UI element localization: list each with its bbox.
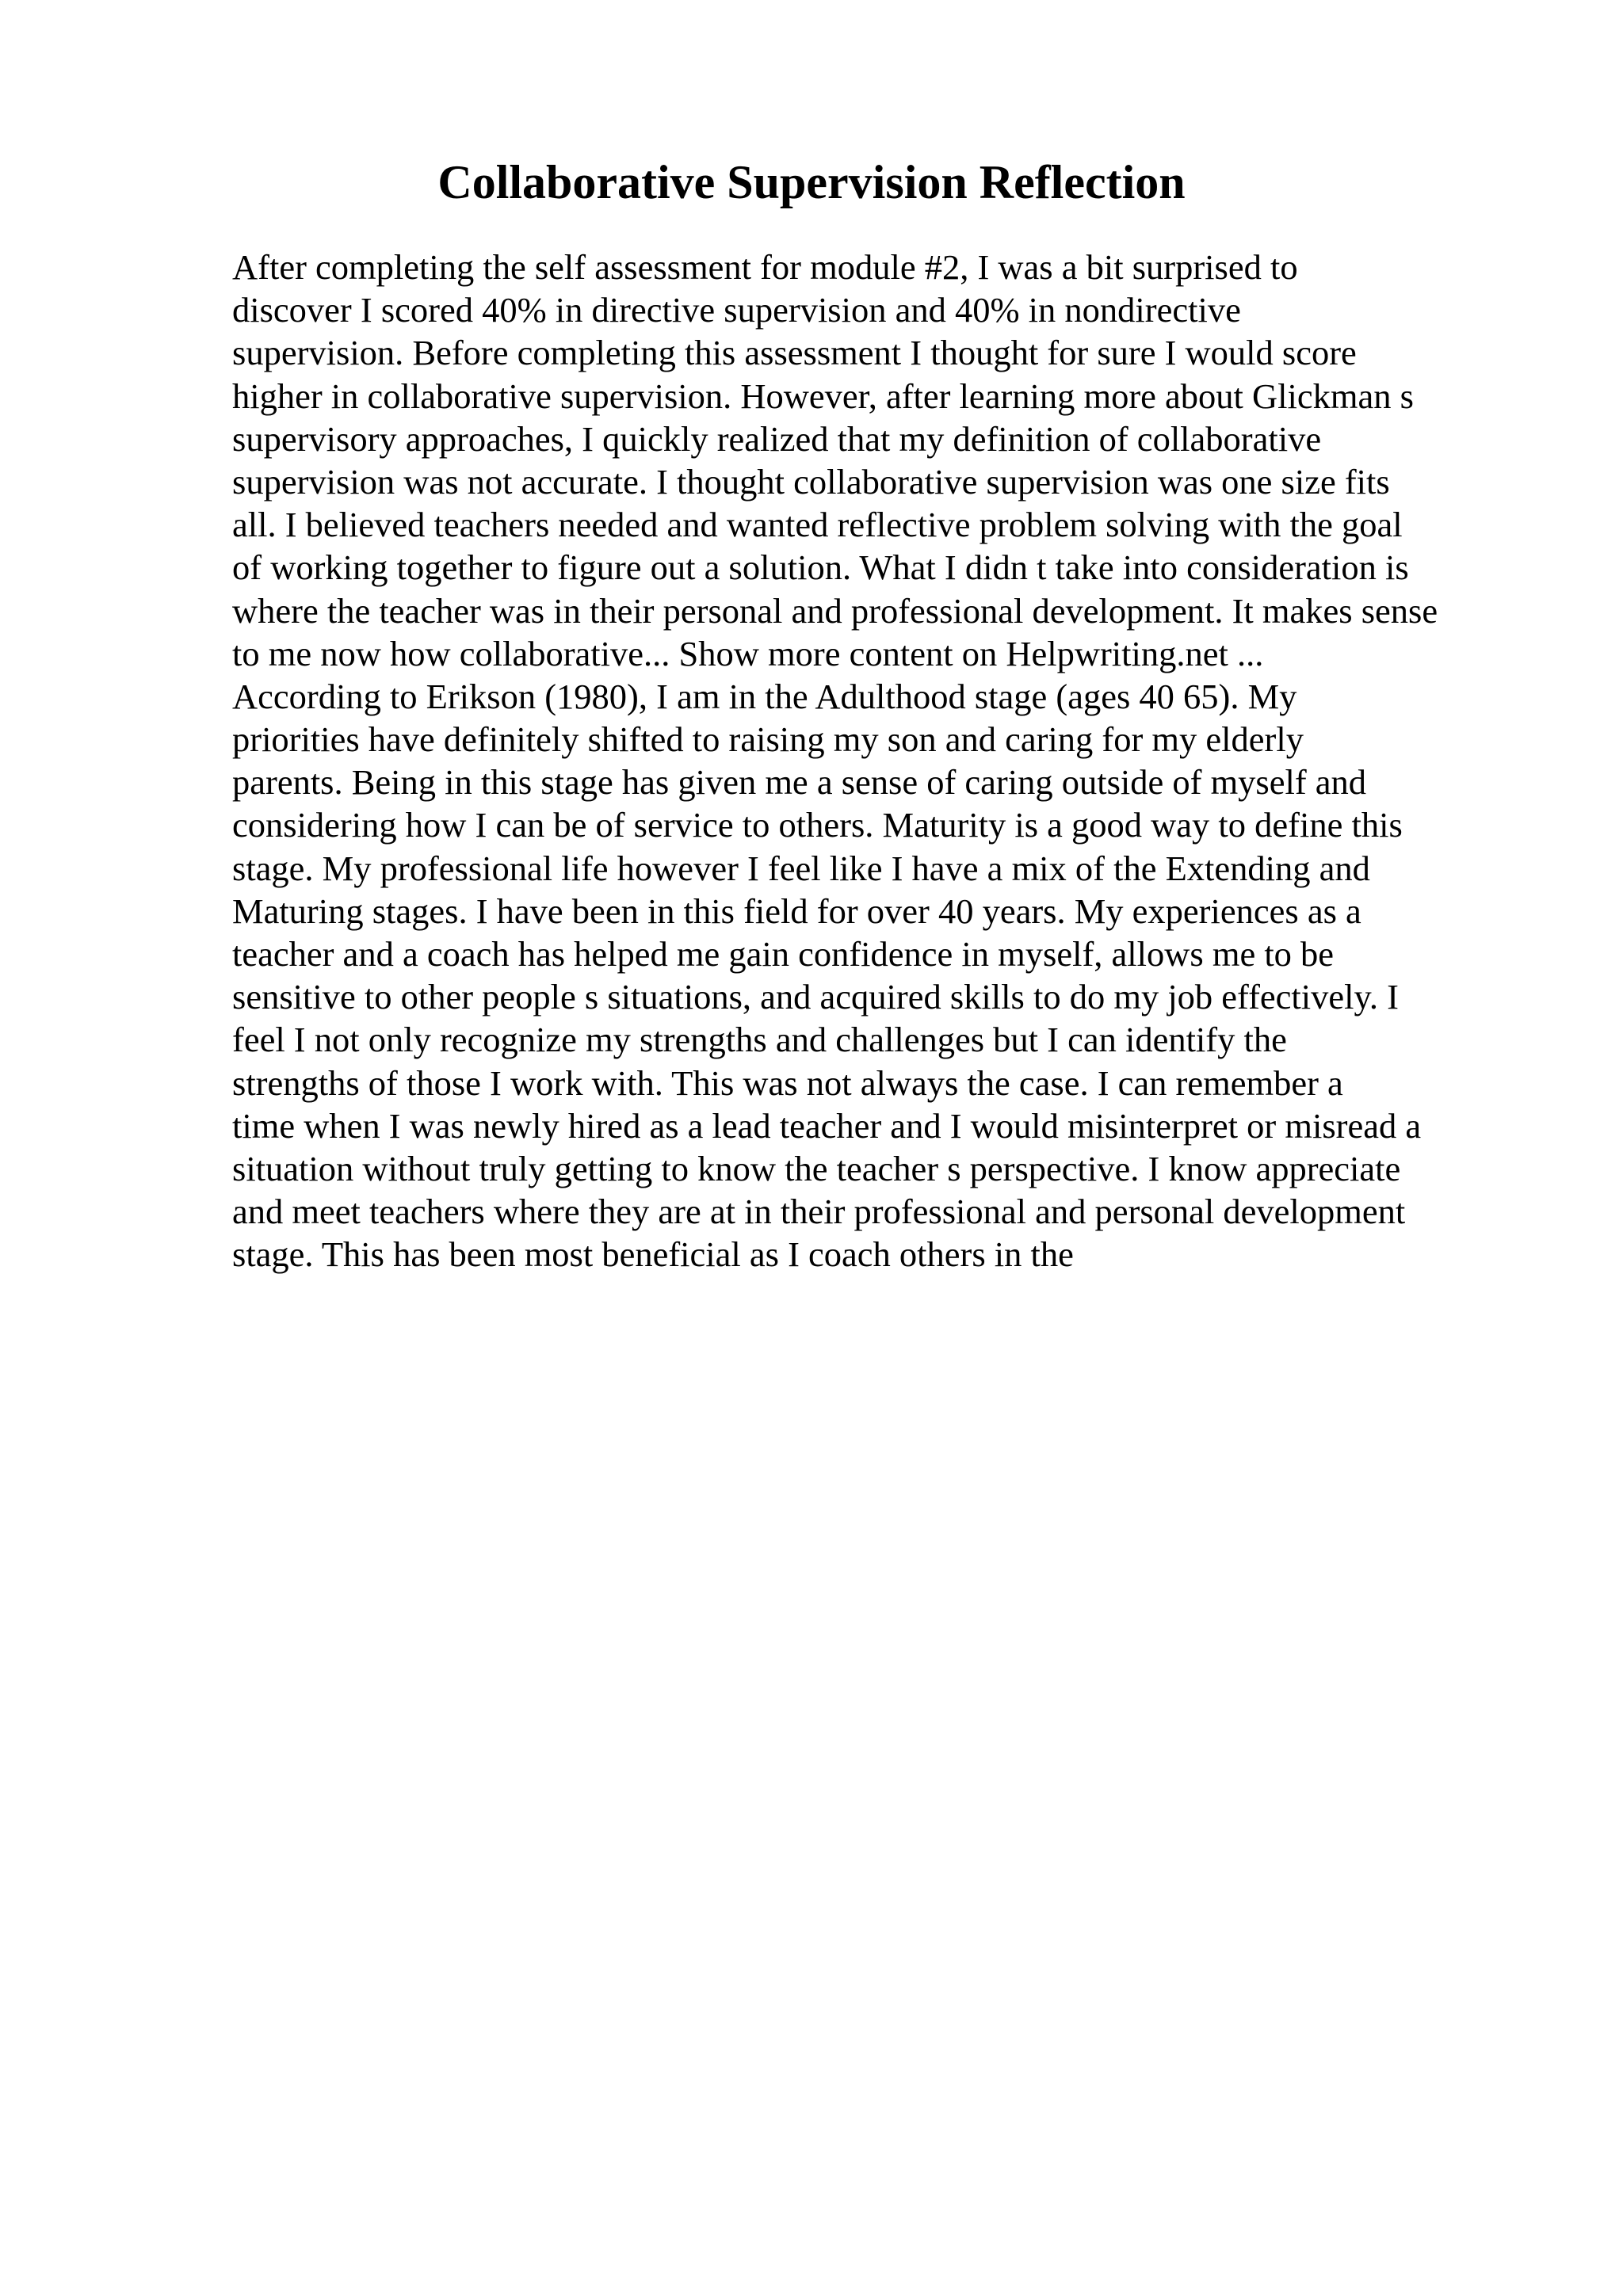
body-line: and meet teachers where they are at in their professional and personal development: [232, 1192, 1406, 1232]
body-line: where the teacher was in their personal and professional development. It makes sense: [232, 590, 1438, 631]
document-title: Collaborative Supervision Reflection: [437, 156, 1186, 208]
body-line: higher in collaborative supervision. However, after learning more about Glickman s: [232, 376, 1414, 416]
body-line: of working together to figure out a solution. What I didn t take into consideration is: [232, 547, 1409, 588]
body-line: After completing the self assessment for module #2, I was a bit surprised to: [232, 247, 1298, 287]
body-line: sensitive to other people s situations, and acquired skills to do my job effectively. I: [232, 977, 1399, 1017]
body-line: feel I not only recognize my strengths and challenges but I can identify the: [232, 1020, 1287, 1060]
body-line: supervisory approaches, I quickly realized that my definition of collaborative: [232, 418, 1322, 459]
body-line: teacher and a coach has helped me gain confidence in myself, allows me to be: [232, 934, 1335, 974]
document-body: [232, 246, 1516, 1276]
body-line: priorities have definitely shifted to raising my son and caring for my elderly: [232, 719, 1304, 760]
body-line: Maturing stages. I have been in this field for over 40 years. My experiences as a: [232, 891, 1361, 931]
body-line: supervision. Before completing this assessment I thought for sure I would score: [232, 333, 1357, 373]
body-line: discover I scored 40% in directive supervision and 40% in nondirective: [232, 290, 1241, 330]
body-line: to me now how collaborative... Show more content on Helpwriting.net ...: [232, 633, 1264, 673]
body-line: According to Erikson (1980), I am in the Adulthood stage (ages 40 65). My: [232, 676, 1297, 716]
body-line: stage. My professional life however I feel like I have a mix of the Extending and: [232, 848, 1370, 888]
body-line: parents. Being in this stage has given me a sense of caring outside of myself and: [232, 762, 1367, 803]
body-line: all. I believed teachers needed and wanted reflective problem solving with the goal: [232, 505, 1403, 545]
body-line: stage. This has been most beneficial as I coach others in the: [232, 1234, 1074, 1275]
body-line: considering how I can be of service to others. Maturity is a good way to define this: [232, 805, 1403, 845]
body-line: situation without truly getting to know the teacher s perspective. I know appreciate: [232, 1148, 1401, 1188]
body-line: time when I was newly hired as a lead teacher and I would misinterpret or misread a: [232, 1105, 1422, 1146]
body-line: strengths of those I work with. This was not always the case. I can remember a: [232, 1062, 1343, 1103]
body-line: supervision was not accurate. I thought collaborative supervision was one size fits: [232, 461, 1390, 502]
